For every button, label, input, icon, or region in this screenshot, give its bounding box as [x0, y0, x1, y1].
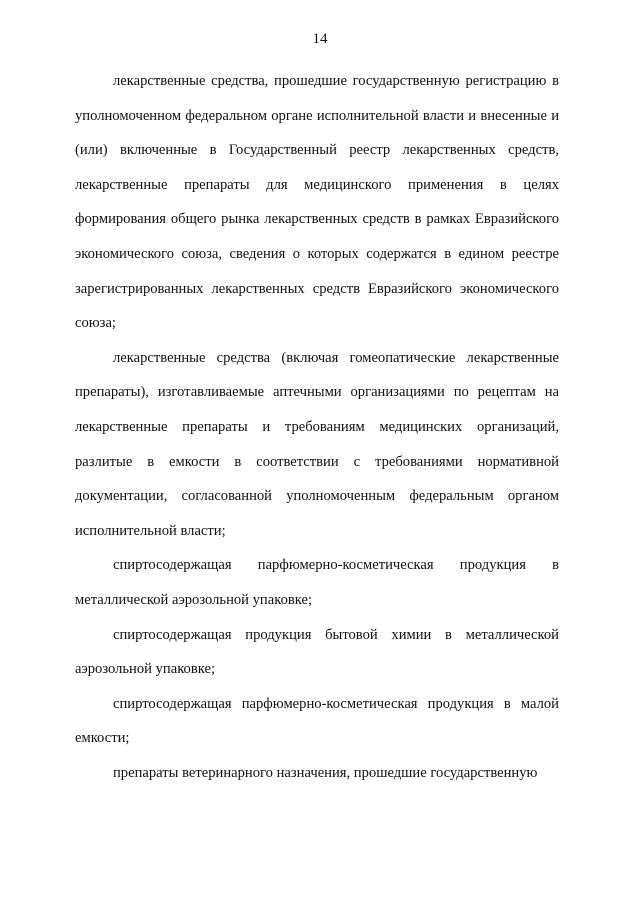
- document-body: [75, 64, 559, 790]
- page-number: 14: [312, 31, 328, 47]
- paragraph-veterinary-preparations: препараты ветеринарного назначения, прошедшие государственную: [113, 764, 538, 781]
- paragraph-perfume-aerosol: спиртосодержащая парфюмерно-косметическая продукция в металлической аэрозольной упаковке;: [75, 557, 559, 608]
- paragraph-perfume-small-container: спиртосодержащая парфюмерно-косметическая продукция в малой емкости;: [75, 695, 559, 747]
- paragraph-household-chemicals-aerosol: спиртосодержащая продукция бытовой химии в металлической аэрозольной упаковке;: [75, 626, 559, 678]
- paragraph-pharmacy-medicines: лекарственные средства (включая гомеопатические лекарственные препараты), изготавливаемые аптечными организациями по рецептам на лекарственные препараты и требованиям медицинских организаций, разлитые в емкости в соответствии с требованиями нормативной документации, согласованной уполномоченным федеральным органом исполнительной власти;: [75, 349, 559, 539]
- paragraph-registered-medicines: лекарственные средства, прошедшие государственную регистрацию в уполномоченном федеральном органе исполнительной власти и внесенные и (или) включенные в Государственный реестр лекарственных средств, лекарственные препараты для медицинского применения в целях формирования общего рынка лекарственных средств в рамках Евразийского экономического союза, сведения о которых содержатся в едином реестре зарегистрированных лекарственных средств Евразийского экономического союза;: [75, 73, 559, 332]
